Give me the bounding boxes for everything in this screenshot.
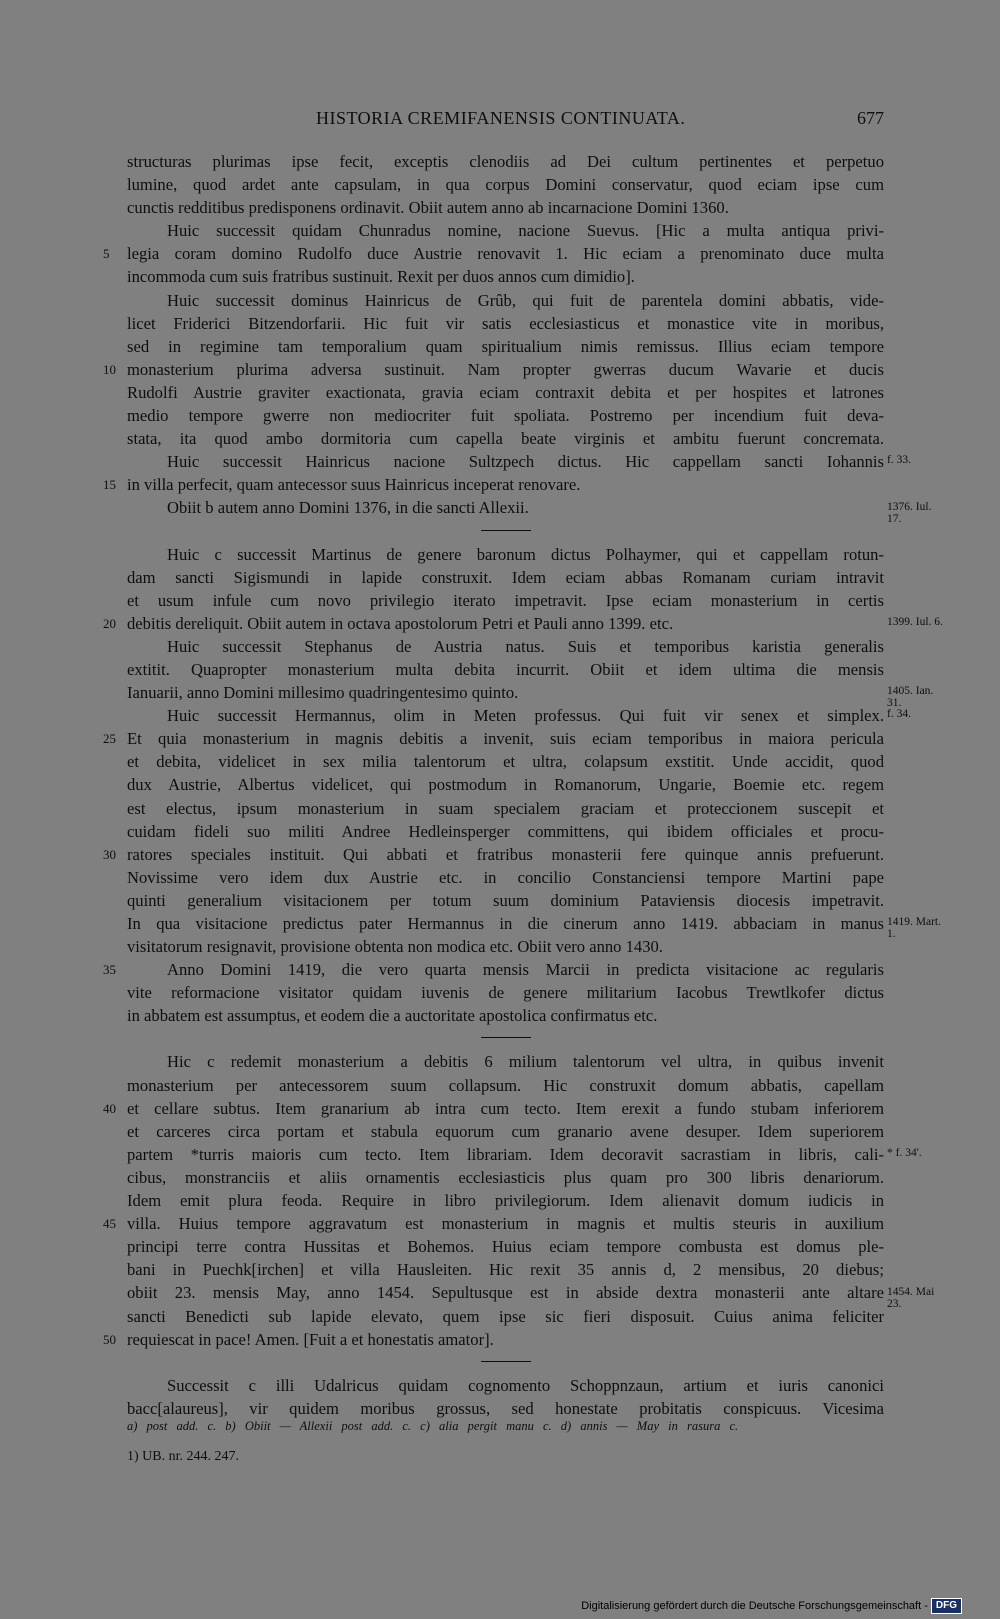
- text-line: [127, 219, 884, 242]
- text-line: [127, 265, 884, 288]
- line-text: stata, ita quod ambo dormitoria cum capella beate virginis et ambitu fuerunt concremata.: [127, 429, 884, 449]
- margin-note: 1454. Mai 23.: [887, 1285, 935, 1310]
- line-text: et debita, videlicet in sex milia talentorum et ultra, colapsum exstitit. Unde accidit, quod: [127, 752, 884, 772]
- line-text: legia coram domino Rudolfo duce Austrie renovavit 1. Hic eciam a prenominato duce multa: [127, 244, 884, 264]
- line-text: cibus, monstranciis et aliis ornamentis ecclesiasticis plus quam pro 300 libris denariorum.: [127, 1167, 884, 1187]
- line-text: obiit 23. mensis May, anno 1454. Sepultusque est in abside dextra monasterii ante altare: [127, 1283, 884, 1303]
- line-text: lumine, quod ardet ante capsulam, in qua corpus Domini conservatur, quod eciam ipse cum: [127, 175, 884, 195]
- line-text: Anno Domini 1419, die vero quarta mensis Marcii in predicta visitacione ac regularis: [167, 960, 884, 980]
- text-line: [103, 358, 884, 381]
- line-text: Successit c illi Udalricus quidam cognomento Schoppnzaun, artium et iuris canonici: [167, 1375, 884, 1395]
- dfg-logo: DFG: [931, 1598, 962, 1614]
- text-line: [103, 727, 884, 750]
- line-number: 20: [103, 615, 116, 631]
- line-text: dam sancti Sigismundi in lapide construxit. Idem eciam abbas Romanam curiam intravit: [127, 567, 884, 587]
- text-line: [127, 658, 884, 681]
- text-line: [127, 1120, 884, 1143]
- line-text: principi terre contra Hussitas et Bohemos. Huius eciam tempore combusta est domus ple-: [127, 1237, 884, 1257]
- text-line: [103, 843, 884, 866]
- text-line: [127, 381, 884, 404]
- line-text: bacc[alaureus], vir quidem moribus grossus, sed honestate probitatis conspicuus. Vicesima: [127, 1398, 884, 1418]
- line-text: et cellare subtus. Item granarium ab intra cum tecto. Item erexit a fundo stubam inferiorem: [127, 1098, 884, 1118]
- margin-note: 1399. Iul. 6.: [887, 615, 943, 628]
- line-text: in villa perfecit, quam antecessor suus Hainricus inceperat renovare.: [127, 475, 581, 495]
- text-line: [127, 1189, 884, 1212]
- line-text: vite reformacione visitator quidam iuvenis de genere militarium Iacobus Trewtlkofer dictus: [127, 983, 884, 1003]
- line-text: medio tempore gwerre non mediocriter fuit spoliata. Postremo per incendium fuit deva-: [127, 406, 884, 426]
- text-line: [127, 1074, 884, 1097]
- text-line: [127, 981, 884, 1004]
- text-line: [127, 196, 884, 219]
- text-line: [127, 912, 884, 935]
- line-text: Huic successit Hermannus, olim in Meten professus. Qui fuit vir senex et simplex.: [167, 706, 884, 726]
- text-line: [103, 473, 884, 496]
- section-separator: [127, 1351, 884, 1374]
- references: 1) UB. nr. 244. 247.: [127, 1449, 239, 1464]
- line-text: Obiit b autem anno Domini 1376, in die sancti Allexii.: [167, 498, 529, 518]
- text-line: [127, 335, 884, 358]
- margin-note: f. 33.: [887, 454, 911, 467]
- line-number: 10: [103, 361, 116, 377]
- margin-note: f. 34.: [887, 708, 911, 721]
- text-line: [127, 1166, 884, 1189]
- text-line: [127, 750, 884, 773]
- line-text: ratores speciales instituit. Qui abbati et fratribus monasterii fere quinque annis prefuerunt.: [127, 844, 884, 864]
- line-text: Hic c redemit monasterium a debitis 6 milium talentorum vel ultra, in quibus invenit: [167, 1052, 884, 1072]
- text-line: [127, 635, 884, 658]
- digitization-credit: [581, 1597, 962, 1615]
- line-text: visitatorum resignavit, provisione obtenta non modica etc. Obiit vero anno 1430.: [127, 937, 663, 957]
- text-line: [127, 704, 884, 727]
- text-line: [127, 496, 884, 519]
- line-number: 30: [103, 846, 116, 862]
- line-text: cuidam fideli suo militi Andree Hedleinsperger committens, qui ibidem officiales et procu-: [127, 821, 884, 841]
- text-line: [127, 450, 884, 473]
- line-text: villa. Huius tempore aggravatum est monasterium in magnis et multis steuris in auxilium: [127, 1214, 884, 1234]
- margin-note: * f. 34'.: [887, 1147, 922, 1160]
- body-text: [103, 150, 884, 1420]
- text-line: [127, 589, 884, 612]
- text-line: [127, 1143, 884, 1166]
- line-text: structuras plurimas ipse fecit, exceptis clenodiis ad Dei cultum pertinentes et perpetuo: [127, 152, 884, 171]
- line-text: Idem emit plura feoda. Require in libro privilegiorum. Idem alienavit domum iudicis in: [127, 1191, 884, 1211]
- line-number: 40: [103, 1100, 116, 1116]
- line-text: partem *turris maioris cum tecto. Item librariam. Idem decoravit sacrastiam in libris, cali-: [127, 1144, 884, 1164]
- line-text: Et quia monasterium in magnis debitis a invenit, suis eciam temporibus in maiora pericula: [127, 729, 884, 749]
- text-line: [127, 150, 884, 173]
- line-text: et usum infule cum novo privilegio iterato impetravit. Ipse eciam monasterium in certis: [127, 590, 884, 610]
- line-text: incommoda cum suis fratribus sustinuit. Rexit per duos annos cum dimidio].: [127, 267, 635, 287]
- line-text: Rudolfi Austrie graviter exactionata, gravia eciam contraxit debita et per hospites et latrones: [127, 382, 884, 402]
- text-line: [103, 1212, 884, 1235]
- line-text: cunctis redditibus predisponens ordinavit. Obiit autem anno ab incarnacione Domini 1360.: [127, 198, 729, 218]
- text-line: [127, 427, 884, 450]
- line-number: 35: [103, 962, 116, 978]
- page-header: [127, 108, 884, 132]
- text-line: [127, 681, 884, 704]
- margin-note: 1376. Iul. 17.: [887, 500, 932, 525]
- line-text: bani in Puechk[irchen] et villa Hausleiten. Hic rexit 35 annis d, 2 mensibus, 20 diebus;: [127, 1260, 884, 1280]
- text-line: [127, 1305, 884, 1328]
- text-line: [127, 1235, 884, 1258]
- separator-rule: [481, 1037, 531, 1038]
- line-text: Huic successit dominus Hainricus de Grûb, qui fuit de parentela domini abbatis, vide-: [167, 290, 884, 310]
- text-line: [103, 958, 884, 981]
- text-line: [127, 289, 884, 312]
- text-line: [127, 773, 884, 796]
- line-text: sancti Benedicti sub lapide elevato, quem ipse sic fieri disposuit. Cuius anima feliciter: [127, 1306, 884, 1326]
- line-text: Novissime vero idem dux Austrie etc. in concilio Constanciensi tempore Martini pape: [127, 867, 884, 887]
- line-number: 5: [103, 246, 110, 262]
- running-title: HISTORIA CREMIFANENSIS CONTINUATA.: [316, 108, 686, 128]
- text-line: [127, 1374, 884, 1397]
- text-line: [127, 1281, 884, 1304]
- line-text: et carceres circa portam et stabula equorum cum granario avene desuper. Idem superiorem: [127, 1121, 884, 1141]
- text-line: [103, 612, 884, 635]
- line-number: 45: [103, 1216, 116, 1232]
- section-separator: [127, 1027, 884, 1050]
- line-text: est electus, ipsum monasterium in suam specialem graciam et proteccionem suscepit et: [127, 798, 884, 818]
- line-text: requiescat in pace! Amen. [Fuit a et honestatis amator].: [127, 1329, 494, 1349]
- line-text: quinti generalium visitacionem per totum suum dominium Pataviensis diocesis impetravit.: [127, 890, 884, 910]
- separator-rule: [481, 1361, 531, 1362]
- credit-text: Digitalisierung gefördert durch die Deutsche Forschungsgemeinschaft -: [581, 1600, 928, 1612]
- text-line: [127, 935, 884, 958]
- text-line: [127, 1397, 884, 1420]
- text-line: [103, 1328, 884, 1351]
- footnotes: a) post add. c. b) Obiit — Allexii post add. c. c) alia pergit manu c. d) annis — May in rasura c.: [127, 1419, 739, 1433]
- line-number: 50: [103, 1331, 116, 1347]
- page-number: 677: [857, 108, 884, 128]
- margin-note: 1405. Ian. 31.: [887, 685, 934, 710]
- text-line: [127, 889, 884, 912]
- text-line: [127, 797, 884, 820]
- line-text: In qua visitacione predictus pater Hermannus in die cinerum anno 1419. abbaciam in manus: [127, 914, 884, 933]
- line-number: 15: [103, 477, 116, 493]
- text-line: [103, 1097, 884, 1120]
- text-line: [127, 866, 884, 889]
- text-line: [103, 242, 884, 265]
- line-text: Huic successit Hainricus nacione Sultzpech dictus. Hic cappellam sancti Iohannis: [167, 452, 884, 472]
- text-line: [127, 566, 884, 589]
- line-text: Huic c successit Martinus de genere baronum dictus Polhaymer, qui et cappellam rotun-: [167, 544, 884, 564]
- line-text: extitit. Quapropter monasterium multa debita incurrit. Obiit et idem ultima die mensis: [127, 659, 884, 679]
- line-text: Ianuarii, anno Domini millesimo quadringentesimo quinto.: [127, 683, 519, 703]
- text-line: [127, 173, 884, 196]
- text-line: [127, 1004, 884, 1027]
- line-number: 25: [103, 731, 116, 747]
- line-text: sed in regimine tam temporalium quam spiritualium nimis remissus. Illius eciam tempore: [127, 336, 884, 356]
- section-separator: [127, 520, 884, 543]
- line-text: in abbatem est assumptus, et eodem die a auctoritate apostolica confirmatus etc.: [127, 1006, 658, 1026]
- line-text: dux Austrie, Albertus videlicet, qui postmodum in Romanorum, Ungarie, Boemie etc. regem: [127, 775, 884, 795]
- text-line: [127, 312, 884, 335]
- text-line: [127, 404, 884, 427]
- line-text: monasterium per antecessorem suum collapsum. Hic construxit domum abbatis, capellam: [127, 1075, 884, 1095]
- line-text: Huic successit Stephanus de Austria natus. Suis et temporibus karistia generalis: [167, 636, 884, 656]
- text-line: [127, 543, 884, 566]
- line-text: monasterium plurima adversa sustinuit. Nam propter gwerras ducum Wavarie et ducis: [127, 359, 884, 379]
- margin-note: 1419. Mart. 1.: [887, 916, 941, 941]
- text-line: [127, 820, 884, 843]
- text-line: [127, 1050, 884, 1073]
- line-text: Huic successit quidam Chunradus nomine, nacione Suevus. [Hic a multa antiqua privi-: [167, 221, 884, 241]
- line-text: debitis dereliquit. Obiit autem in octava apostolorum Petri et Pauli anno 1399. etc.: [127, 613, 674, 633]
- text-line: [127, 1258, 884, 1281]
- separator-rule: [481, 530, 531, 531]
- line-text: licet Friderici Bitzendorfarii. Hic fuit vir satis ecclesiasticus et monastice vite in moribus,: [127, 313, 884, 333]
